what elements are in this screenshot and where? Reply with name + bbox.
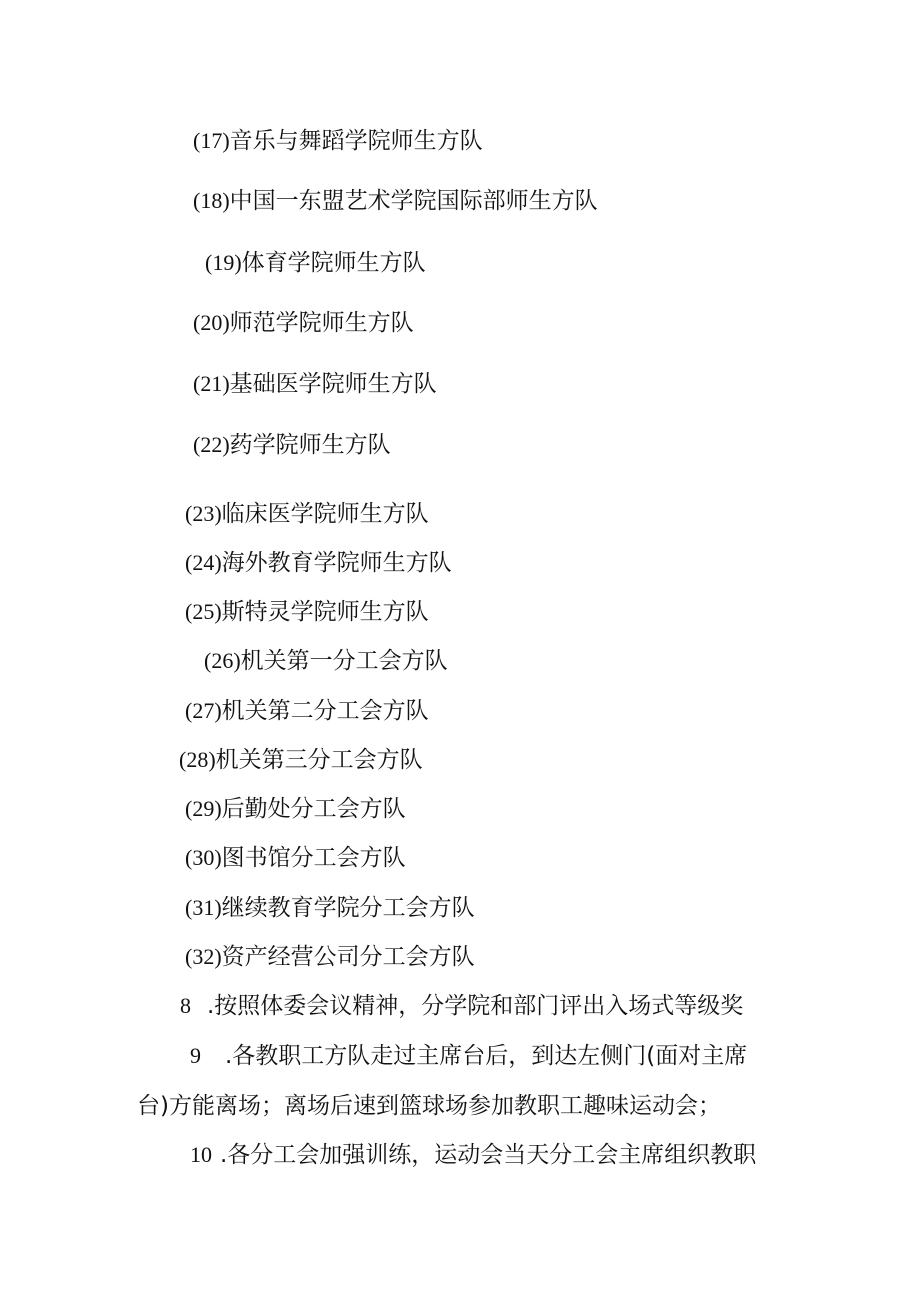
paragraph-line [190,1141,756,1169]
list-item-text: 图书馆分工会方队 [221,845,406,871]
list-item [179,746,423,774]
list-item-text: 机关第三分工会方队 [215,747,423,773]
list-item-number: (28) [179,747,216,772]
list-item-number: (24) [185,550,222,575]
list-item-number: (30) [185,845,222,870]
paragraph-line [180,992,743,1020]
list-item [185,500,429,528]
paragraph-number: 10 [190,1142,212,1167]
list-item [185,697,429,725]
list-item [193,309,414,337]
list-item [185,894,475,922]
list-item-number: (25) [185,599,222,624]
paragraph-line [137,1092,721,1120]
list-item-number: (32) [185,944,222,969]
list-item-number: (26) [204,648,241,673]
list-item-text: 药学院师生方队 [229,432,391,458]
list-item-text: 体育学院师生方队 [241,250,426,276]
list-item-text: 机关第二分工会方队 [221,698,429,724]
list-item-text: 音乐与舞蹈学院师生方队 [229,128,483,154]
list-item-number: (29) [185,796,222,821]
list-item-text: 资产经营公司分工会方队 [221,944,475,970]
list-item-number: (20) [193,310,230,335]
list-item [205,249,426,277]
list-item-number: (19) [205,250,242,275]
list-item [185,844,406,872]
paragraph-text: .各教职工方队走过主席台后，到达左侧门(面对主席 [225,1043,748,1069]
paragraph-number: 9 [190,1043,201,1068]
list-item [204,647,448,675]
list-item [193,370,437,398]
list-item-number: (27) [185,698,222,723]
list-item-text: 中国一东盟艺术学院国际部师生方队 [229,188,598,214]
list-item-text: 继续教育学院分工会方队 [221,895,475,921]
list-item-text: 后勤处分工会方队 [221,796,406,822]
list-item [193,187,598,215]
list-item-number: (22) [193,432,230,457]
list-item-text: 基础医学院师生方队 [229,371,437,397]
list-item-text: 机关第一分工会方队 [240,648,448,674]
list-item-number: (23) [185,501,222,526]
list-item [185,943,475,971]
list-item-number: (18) [193,188,230,213]
paragraph-text: 台)方能离场；离场后速到篮球场参加教职工趣味运动会； [137,1093,721,1119]
list-item [193,431,391,459]
list-item-text: 海外教育学院师生方队 [221,550,452,576]
list-item-text: 师范学院师生方队 [229,310,414,336]
list-item-number: (17) [193,128,230,153]
list-item [185,598,429,626]
paragraph-line [190,1042,747,1070]
list-item-number: (21) [193,371,230,396]
paragraph-text: .各分工会加强训练，运动会当天分工会主席组织教职 [220,1142,757,1168]
list-item [185,795,406,823]
list-item-text: 临床医学院师生方队 [221,501,429,527]
list-item-text: 斯特灵学院师生方队 [221,599,429,625]
paragraph-text: .按照体委会议精神，分学院和部门评出入场式等级奖 [207,993,744,1019]
list-item [185,549,452,577]
list-item [193,127,483,155]
list-item-number: (31) [185,895,222,920]
paragraph-number: 8 [180,993,191,1018]
